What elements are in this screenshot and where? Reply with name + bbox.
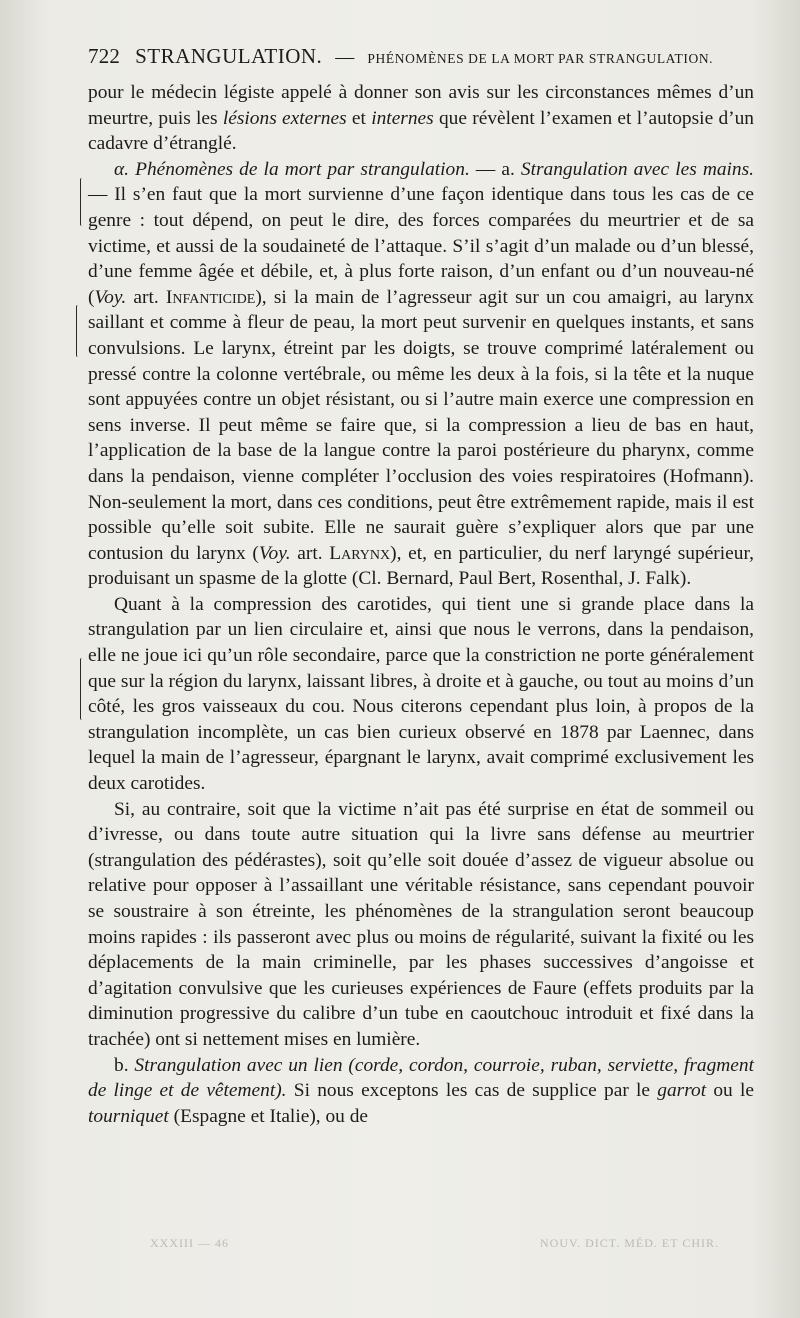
margin-pencil-mark <box>80 178 84 226</box>
paragraph-3: Quant à la compression des carotides, qui tient une si grande place dans la strangulation par un lien circulaire et, ainsi que nous le verrons, dans la pendaison, elle ne joue ici qu’un rôle secondaire, parce que la constriction ne porte généralement que sur la région du larynx, laissant libres, à droite et à gauche, ou tout au moins d’un côté, les gros vaisseaux du cou. Nous citerons cependant plus loin, à propos de la strangulation incomplète, un cas bien curieux observé en 1878 par Laennec, dans lequel la main de l’agresseur, épargnant le larynx, avait comprimé exclusivement les deux carotides. <box>88 593 754 795</box>
margin-pencil-mark <box>76 305 80 357</box>
paragraph-1: pour le médecin légiste appelé à donner son avis sur les circonstances mêmes d’un meurtre, puis les lésions externes et internes que révèlent l’examen et l’autopsie d’un cadavre d’étranglé. <box>88 82 754 155</box>
page-number: 722 <box>88 44 121 68</box>
cross-reference: Infanticide <box>165 286 256 308</box>
paragraph-5: b. Strangulation avec un lien (corde, cordon, courroie, ruban, serviette, fragment de linge et de vêtement). Si nous exceptons les cas de supplice par le garrot ou le tourniquet (Espagne et Italie), ou de <box>88 1054 754 1127</box>
subsection-heading-a: Strangulation avec les mains. <box>520 158 754 180</box>
paragraph-4: Si, au contraire, soit que la victime n’ait pas été surprise en état de sommeil ou d’ivresse, ou dans toute autre situation qui la livre sans défense au meurtrier (strangulation des pédérastes), soit qu’elle soit douée d’assez de vigueur absolue ou relative pour opposer à l’assaillant une véritable résistance, sans cependant pouvoir se soustraire à son étreinte, les phénomènes de la strangulation seront beaucoup moins rapides : ils passeront avec plus ou moins de régularité, suivant la fixité ou les déplacements de la main criminelle, par les phases successives d’angoisse et d’agitation convulsive que les curieuses expériences de Faure (effets produits par la diminution progressive du calibre d’un tube en caoutchouc introduit et fixé dans la trachée) ont si nettement mises en lumière. <box>88 798 754 1050</box>
subsection-heading-b: Strangulation avec un lien (corde, cordon, courroie, ruban, serviette, fragment de linge et de vêtement). <box>88 1054 754 1102</box>
running-title: STRANGULATION. <box>135 44 323 68</box>
show-through-right: NOUV. DICT. MÉD. ET CHIR. <box>540 1236 720 1250</box>
show-through-left: XXXIII — 46 <box>150 1236 229 1250</box>
cross-reference: Larynx <box>329 542 391 564</box>
header-dash: — <box>335 47 355 68</box>
margin-pencil-mark <box>80 658 84 720</box>
section-title: PHÉNOMÈNES DE LA MORT PAR STRANGULATION. <box>367 51 714 66</box>
body-text <box>88 80 754 1129</box>
subsection-heading-alpha: α. Phénomènes de la mort par strangulation. <box>114 158 470 180</box>
paragraph-2: α. Phénomènes de la mort par strangulation. — a. Strangulation avec les mains. — Il s’en faut que la mort survienne d’une façon identique dans tous les cas de ce genre : tout dépend, on peut le dire, des forces comparées du meurtrier et de sa victime, et aussi de la soudaineté de l’attaque. S’il s’agit d’un malade ou d’un blessé, d’une femme âgée et débile, et, à plus forte raison, d’un enfant ou d’un nouveau-né (Voy. art. Infanticide), si la main de l’agresseur agit sur un cou amaigri, au larynx saillant et comme à fleur de peau, la mort peut survenir en quelques instants, et sans convulsions. Le larynx, étreint par les doigts, se trouve comprimé latéralement ou pressé contre la colonne vertébrale, ou même les deux à la fois, si la tête et la nuque sont appuyées contre un objet résistant, ou si l’autre main exerce une compression en sens inverse. Il peut même se faire que, si la compression a lieu de bas en haut, l’application de la base de la langue contre la paroi postérieure du pharynx, comme dans la pendaison, vienne compléter l’occlusion des voies respiratoires (Hofmann). Non-seulement la mort, dans ces conditions, peut être extrêmement rapide, mais il est possible qu’elle soit subite. Elle ne saurait guère s’expliquer alors que par une contusion du larynx (Voy. art. Larynx), et, en particulier, du nerf laryngé supérieur, produisant un spasme de la glotte (Cl. Bernard, Paul Bert, Rosenthal, J. Falk). <box>88 158 754 590</box>
page-header <box>88 44 758 69</box>
